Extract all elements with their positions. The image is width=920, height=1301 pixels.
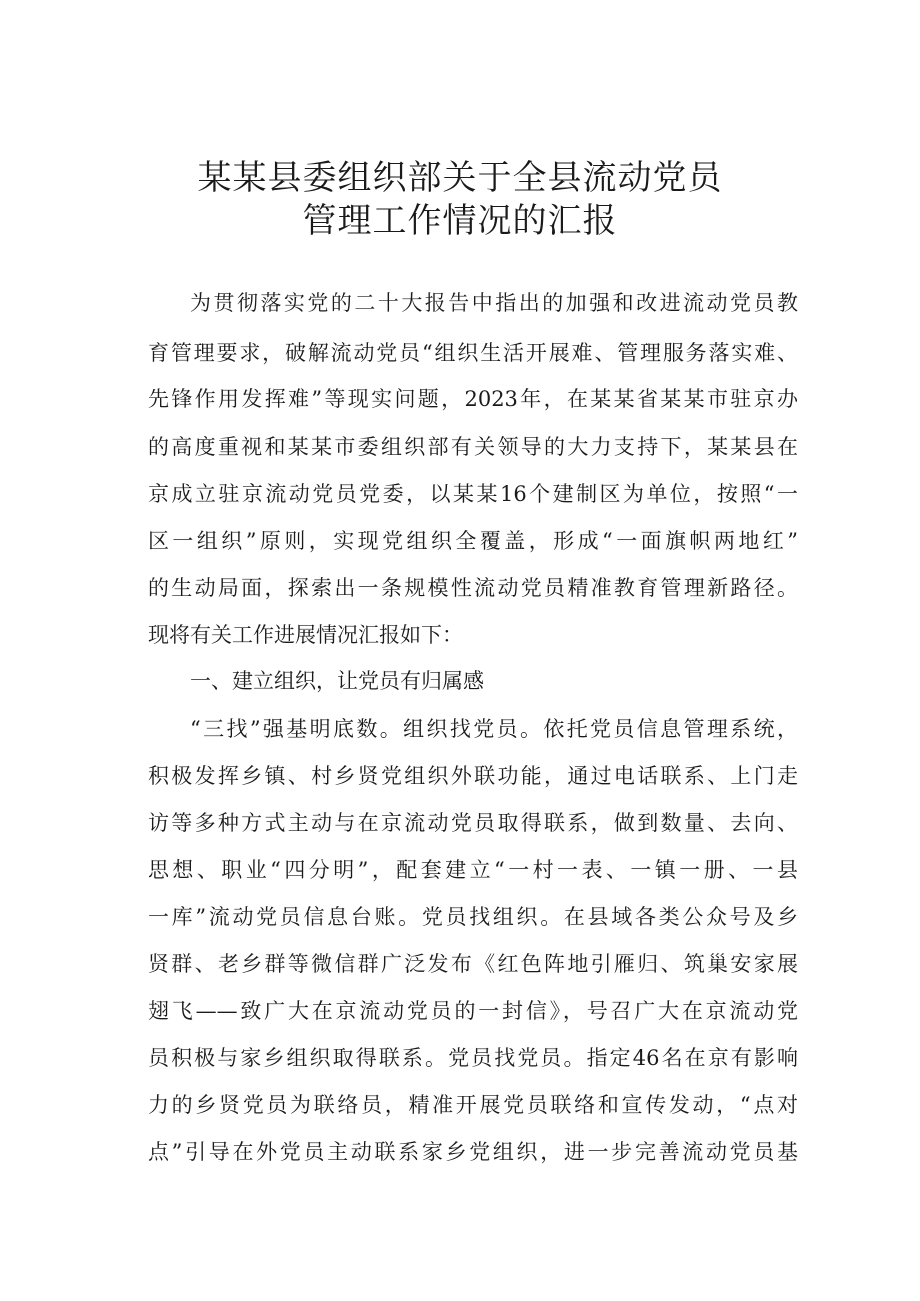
intro-line: 的生动局面，探索出一条规模性流动党员精准教育管理新路径。 [148, 576, 798, 600]
body-line: 翅飞——致广大在京流动党员的一封信》，号召广大在京流动党 [148, 999, 798, 1023]
body-line: 员积极与家乡组织取得联系。党员找党员。指定46名在京有影响 [148, 1046, 798, 1070]
document-title-line-2: 管理工作情况的汇报 [302, 201, 618, 241]
intro-line: 为贯彻落实党的二十大报告中指出的加强和改进流动党员教 [190, 291, 798, 315]
intro-line: 的高度重视和某某市委组织部有关领导的大力支持下，某某县在 [148, 435, 798, 459]
body-line: 力的乡贤党员为联络员，精准开展党员联络和宣传发动，“点对 [148, 1093, 798, 1117]
body-line: 点”引导在外党员主动联系家乡党组织，进一步完善流动党员基 [148, 1140, 798, 1164]
body-line: 贤群、老乡群等微信群广泛发布《红色阵地引雁归、筑巢安家展 [148, 952, 798, 976]
intro-line: 先锋作用发挥难”等现实问题，2023年，在某某省某某市驻京办 [148, 387, 798, 411]
body-line: 思想、职业“四分明”，配套建立“一村一表、一镇一册、一县 [148, 858, 798, 882]
body-line: “三找”强基明底数。组织找党员。依托党员信息管理系统， [190, 717, 798, 741]
body-line: 访等多种方式主动与在京流动党员取得联系，做到数量、去向、 [148, 811, 798, 835]
intro-line: 京成立驻京流动党员党委，以某某16个建制区为单位，按照“一 [148, 482, 798, 506]
body-line: 积极发挥乡镇、村乡贤党组织外联功能，通过电话联系、上门走 [148, 764, 798, 788]
document-title-line-1: 某某县委组织部关于全县流动党员 [197, 158, 723, 198]
section-heading: 一、建立组织，让党员有归属感 [190, 669, 484, 693]
body-line: 一库”流动党员信息台账。党员找组织。在县域各类公众号及乡 [148, 905, 798, 929]
intro-line: 育管理要求，破解流动党员“组织生活开展难、管理服务落实难、 [148, 341, 798, 365]
intro-line: 区一组织”原则，实现党组织全覆盖，形成“一面旗帜两地红” [148, 529, 798, 553]
intro-line: 现将有关工作进展情况汇报如下： [148, 623, 463, 647]
